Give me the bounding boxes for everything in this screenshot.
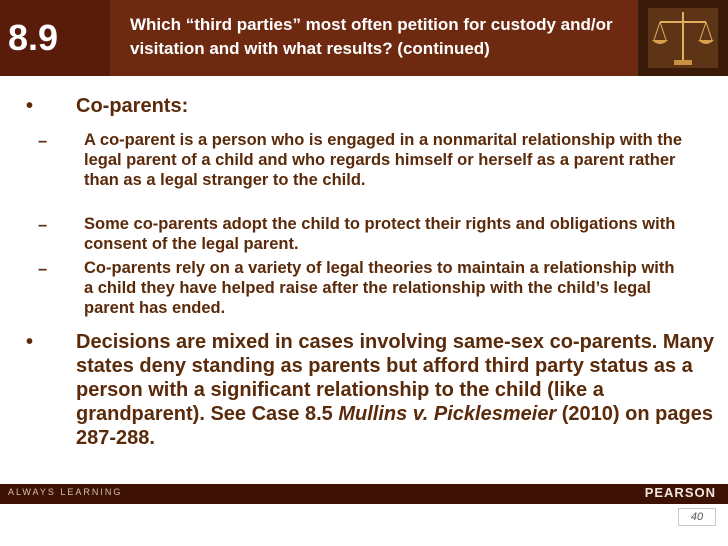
sub-bullet-1 — [84, 130, 704, 190]
bullet-co-parents — [76, 94, 696, 118]
bullet-text: Decisions are mixed in cases involving same-sex co-parents. Many states deny standing as parents but afford third party status as a person with a significant relationship to the child (like a grandparent). See Case 8.5 — [76, 331, 715, 425]
scales-of-justice-image — [638, 0, 728, 76]
bullet-decisions — [76, 330, 716, 450]
bullet-text-end: (2010) on pages 287-288. — [76, 403, 713, 449]
footer-tagline: ALWAYS LEARNING — [8, 487, 123, 497]
slide-header — [0, 0, 728, 76]
sub-bullet-marker: – — [38, 216, 48, 234]
page-number: 40 — [678, 508, 716, 526]
case-name: Mullins v. Picklesmeier — [338, 403, 557, 425]
bullet-text: Co-parents: — [76, 95, 189, 117]
scales-of-justice-icon — [638, 0, 728, 76]
section-number: 8.9 — [8, 17, 59, 58]
footer-bar — [0, 484, 728, 504]
sub-bullet-marker: – — [38, 132, 48, 150]
sub-bullet-3 — [84, 258, 684, 318]
sub-bullet-text: Some co-parents adopt the child to protect their rights and obligations with consent of the legal parent. — [84, 215, 676, 253]
section-number-box — [0, 0, 110, 76]
bullet-marker: • — [26, 331, 34, 353]
sub-bullet-text: A co-parent is a person who is engaged in a nonmarital relationship with the legal parent of a child and who regards himself or herself as a parent rather than as a legal stranger to the child. — [84, 131, 683, 189]
sub-bullet-2 — [84, 214, 684, 254]
pearson-logo: PEARSON — [644, 485, 716, 500]
sub-bullet-text: Co-parents rely on a variety of legal theories to maintain a relationship with a child they have helped raise after the relationship with the child’s legal parent has ended. — [84, 259, 675, 317]
sub-bullet-marker: – — [38, 260, 48, 278]
slide-title: Which “third parties” most often petition for custody and/or visitation and with what results? (continued) — [130, 15, 613, 58]
bullet-marker: • — [26, 95, 34, 117]
